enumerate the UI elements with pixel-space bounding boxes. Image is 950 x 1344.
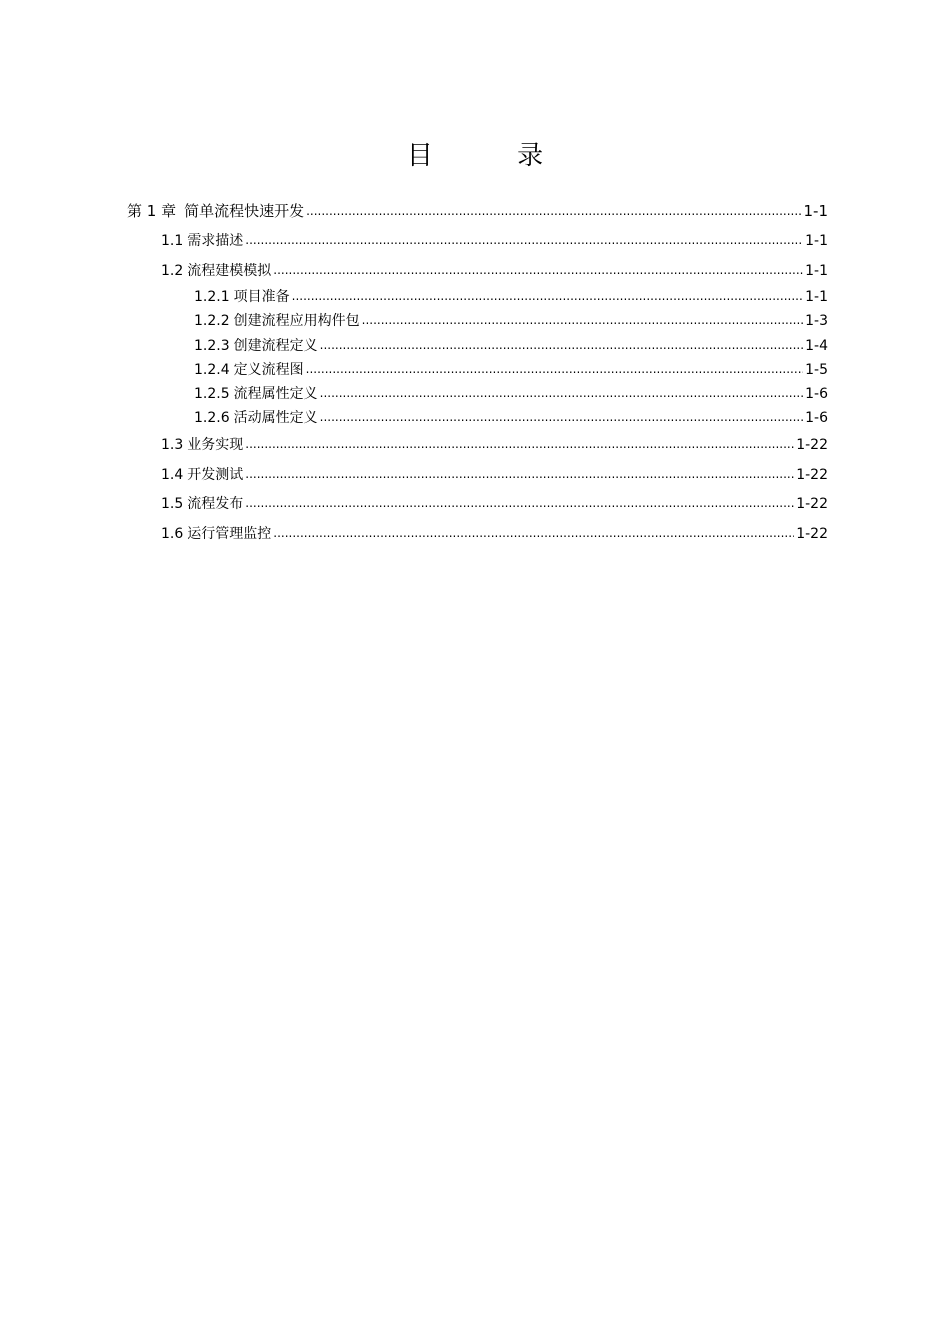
toc-leader-dots bbox=[306, 204, 801, 216]
toc-entry-label: 流程建模模拟 bbox=[187, 263, 272, 279]
toc-entry-chapter-1[interactable] bbox=[127, 202, 828, 220]
toc-leader-dots bbox=[320, 338, 804, 350]
toc-leader-dots bbox=[320, 386, 804, 398]
toc-entry-number: 第 1 章 bbox=[127, 202, 177, 220]
toc-entry-number: 1.2.4 bbox=[194, 362, 230, 378]
toc-entry-page: 1-1 bbox=[805, 263, 828, 279]
toc-entry-1-3[interactable] bbox=[161, 436, 828, 454]
toc-entry-number: 1.6 bbox=[161, 526, 184, 542]
toc-entry-1-2-2[interactable] bbox=[194, 312, 828, 330]
toc-entry-label: 需求描述 bbox=[187, 233, 244, 249]
toc-entry-number: 1.2.6 bbox=[194, 410, 230, 426]
toc-leader-dots bbox=[245, 437, 794, 449]
toc-entry-1-6[interactable] bbox=[161, 525, 828, 543]
toc-entry-page: 1-6 bbox=[805, 386, 828, 402]
toc-entry-label: 流程发布 bbox=[187, 496, 244, 512]
toc-entry-label: 项目准备 bbox=[233, 289, 290, 305]
toc-entry-1-2[interactable] bbox=[161, 262, 828, 280]
toc-entry-1-2-3[interactable] bbox=[194, 337, 828, 355]
toc-entry-page: 1-22 bbox=[796, 496, 828, 512]
toc-entry-number: 1.3 bbox=[161, 437, 184, 453]
toc-leader-dots bbox=[273, 526, 794, 538]
toc-entry-page: 1-22 bbox=[796, 437, 828, 453]
toc-title: 目 录 bbox=[406, 141, 582, 171]
toc-entry-number: 1.2 bbox=[161, 263, 184, 279]
toc-entry-label: 运行管理监控 bbox=[187, 526, 272, 542]
toc-leader-dots bbox=[292, 289, 804, 301]
toc-entry-page: 1-5 bbox=[805, 362, 828, 378]
toc-entry-number: 1.1 bbox=[161, 233, 184, 249]
toc-entry-label: 简单流程快速开发 bbox=[184, 202, 305, 220]
toc-leader-dots bbox=[245, 233, 803, 245]
toc-entry-number: 1.4 bbox=[161, 467, 184, 483]
toc-leader-dots bbox=[245, 496, 794, 508]
toc-entry-number: 1.2.3 bbox=[194, 338, 230, 354]
toc-entry-label: 定义流程图 bbox=[233, 362, 304, 378]
toc-entry-page: 1-4 bbox=[805, 338, 828, 354]
toc-entry-page: 1-6 bbox=[805, 410, 828, 426]
toc-leader-dots bbox=[362, 313, 804, 325]
toc-leader-dots bbox=[306, 362, 804, 374]
toc-leader-dots bbox=[245, 467, 794, 479]
toc-entry-page: 1-22 bbox=[796, 467, 828, 483]
toc-entry-label: 流程属性定义 bbox=[233, 386, 318, 402]
toc-entry-1-2-4[interactable] bbox=[194, 361, 828, 379]
toc-entry-label: 开发测试 bbox=[187, 467, 244, 483]
toc-entry-number: 1.5 bbox=[161, 496, 184, 512]
toc-entry-1-5[interactable] bbox=[161, 495, 828, 513]
toc-entry-number: 1.2.2 bbox=[194, 313, 230, 329]
toc-entry-1-2-1[interactable] bbox=[194, 288, 828, 306]
toc-entry-label: 创建流程定义 bbox=[233, 338, 318, 354]
toc-entry-1-1[interactable] bbox=[161, 232, 828, 250]
toc-entry-number: 1.2.1 bbox=[194, 289, 230, 305]
toc-entry-number: 1.2.5 bbox=[194, 386, 230, 402]
toc-entry-page: 1-1 bbox=[805, 233, 828, 249]
toc-entry-label: 活动属性定义 bbox=[233, 410, 318, 426]
toc-entry-label: 业务实现 bbox=[187, 437, 244, 453]
toc-entry-1-2-5[interactable] bbox=[194, 385, 828, 403]
toc-leader-dots bbox=[273, 263, 803, 275]
toc-entry-page: 1-22 bbox=[796, 526, 828, 542]
toc-entry-page: 1-3 bbox=[805, 313, 828, 329]
toc-entry-1-2-6[interactable] bbox=[194, 409, 828, 427]
toc-entry-page: 1-1 bbox=[805, 289, 828, 305]
toc-leader-dots bbox=[320, 410, 804, 422]
toc-entry-1-4[interactable] bbox=[161, 466, 828, 484]
toc-entry-label: 创建流程应用构件包 bbox=[233, 313, 360, 329]
toc-entry-page: 1-1 bbox=[803, 202, 828, 220]
